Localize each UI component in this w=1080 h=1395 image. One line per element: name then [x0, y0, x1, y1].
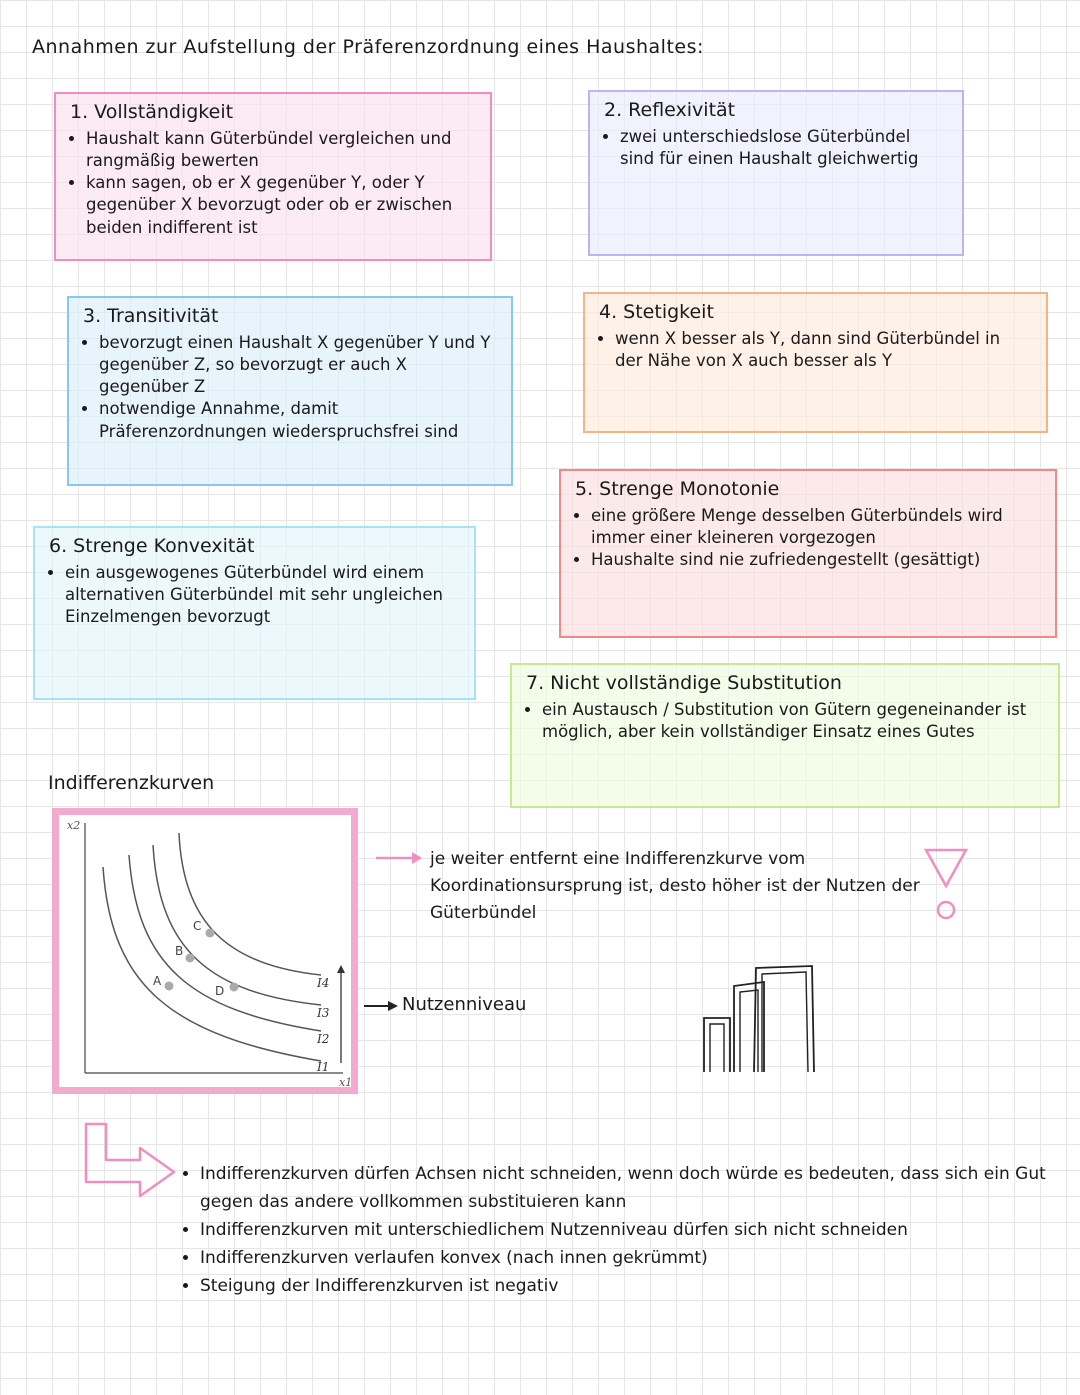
assumption-heading: 7. Nicht vollständige Substitution: [526, 672, 842, 694]
assumption-heading: 3. Transitivität: [83, 305, 219, 327]
assumption-heading: 1. Vollständigkeit: [70, 101, 234, 123]
assumption-bullet: • wenn X besser als Y, dann sind Güterbündel in der Nähe von X auch besser als Y: [615, 328, 1032, 373]
note-item: • Indifferenzkurven verlaufen konvex (nach innen gekrümmt): [200, 1244, 1066, 1272]
x-axis-label: x1: [339, 1076, 351, 1087]
curve-label-i2: I2: [317, 1032, 330, 1046]
assumption-bullet: • Haushalte sind nie zufriedengestellt (gesättigt): [591, 549, 1041, 571]
y-axis-label: x2: [67, 819, 81, 832]
assumption-bullet: • eine größere Menge desselben Güterbündels wird immer einer kleineren vorgezogen: [591, 505, 1041, 550]
indifference-chart: [59, 815, 351, 1087]
page-title-text: Annahmen zur Aufstellung der Präferenzordnung eines Haushaltes:: [32, 36, 704, 58]
indifference-heading: Indifferenzkurven: [48, 772, 215, 794]
page-title: [32, 36, 704, 58]
assumption-bullet: • kann sagen, ob er X gegenüber Y, oder Y gegenüber X bevorzugt oder ob er zwischen beiden indifferent ist: [86, 172, 476, 239]
assumption-heading: 6. Strenge Konvexität: [49, 535, 255, 557]
note-item: • Steigung der Indifferenzkurven ist negativ: [200, 1272, 1066, 1300]
curved-arrow-icon: [80, 1118, 180, 1198]
assumption-box-convexity: [33, 526, 476, 700]
point-d-label: D: [215, 984, 225, 998]
assumption-box-reflexivity: [588, 90, 964, 256]
indifference-curve-i1: [103, 867, 321, 1061]
distance-explanation: je weiter entfernt eine Indifferenzkurve vom Koordinationsursprung ist, desto höher ist der Nutzen der Güterbündel: [430, 849, 920, 924]
point-a-marker: [165, 982, 174, 991]
indifference-notes: [186, 1160, 1066, 1300]
assumption-bullet: • ein ausgewogenes Güterbündel wird einem alternativen Güterbündel mit sehr ungleichen Einzelmengen bevorzugt: [65, 562, 460, 629]
point-a-label: A: [153, 974, 162, 988]
assumption-bullet: • notwendige Annahme, damit Präferenzordnungen wiederspruchsfrei sind: [99, 398, 497, 443]
assumption-heading: 4. Stetigkeit: [599, 301, 714, 323]
assumption-bullet: • ein Austausch / Substitution von Gütern gegeneinander ist möglich, aber kein vollständiger Einsatz eines Gutes: [542, 699, 1044, 744]
assumption-box-continuity: [583, 292, 1048, 433]
curve-label-i3: I3: [317, 1006, 330, 1020]
point-d-marker: [230, 983, 239, 992]
black-arrow-icon: [362, 998, 402, 1014]
assumption-heading: 5. Strenge Monotonie: [575, 478, 780, 500]
assumption-bullet: • Haushalt kann Güterbündel vergleichen und rangmäßig bewerten: [86, 128, 476, 173]
point-b-marker: [186, 954, 195, 963]
assumption-box-transitivity: [67, 296, 513, 486]
assumption-bullet: • bevorzugt einen Haushalt X gegenüber Y und Y gegenüber Z, so bevorzugt er auch X gegenüber Z: [99, 332, 497, 399]
assumption-box-monotonicity: [559, 469, 1057, 638]
indifference-chart-frame: [52, 808, 358, 1094]
indifference-curve-i3: [153, 845, 321, 1005]
utility-level-label: Nutzenniveau: [402, 994, 527, 1015]
note-item: • Indifferenzkurven mit unterschiedlichem Nutzenniveau dürfen sich nicht schneiden: [200, 1216, 1066, 1244]
assumption-heading: 2. Reflexivität: [604, 99, 736, 121]
utility-arrow-head: [337, 965, 345, 973]
warning-icon: [922, 846, 970, 924]
curve-label-i1: I1: [317, 1060, 330, 1074]
assumption-bullet: • zwei unterschiedslose Güterbündel sind für einen Haushalt gleichwertig: [620, 126, 948, 171]
note-item: • Indifferenzkurven dürfen Achsen nicht schneiden, wenn doch würde es bedeuten, dass sich ein Gut gegen das andere vollkommen substituieren kann: [200, 1160, 1066, 1216]
point-b-label: B: [175, 944, 184, 958]
assumption-box-completeness: [54, 92, 492, 261]
indifference-curve-i4: [179, 833, 321, 975]
point-c-marker: [206, 929, 215, 938]
point-c-label: C: [193, 919, 202, 933]
bars-doodle-icon: [696, 960, 822, 1076]
assumption-box-substitution: [510, 663, 1060, 808]
pink-arrow-icon: [374, 848, 426, 868]
curve-label-i4: I4: [317, 976, 330, 990]
